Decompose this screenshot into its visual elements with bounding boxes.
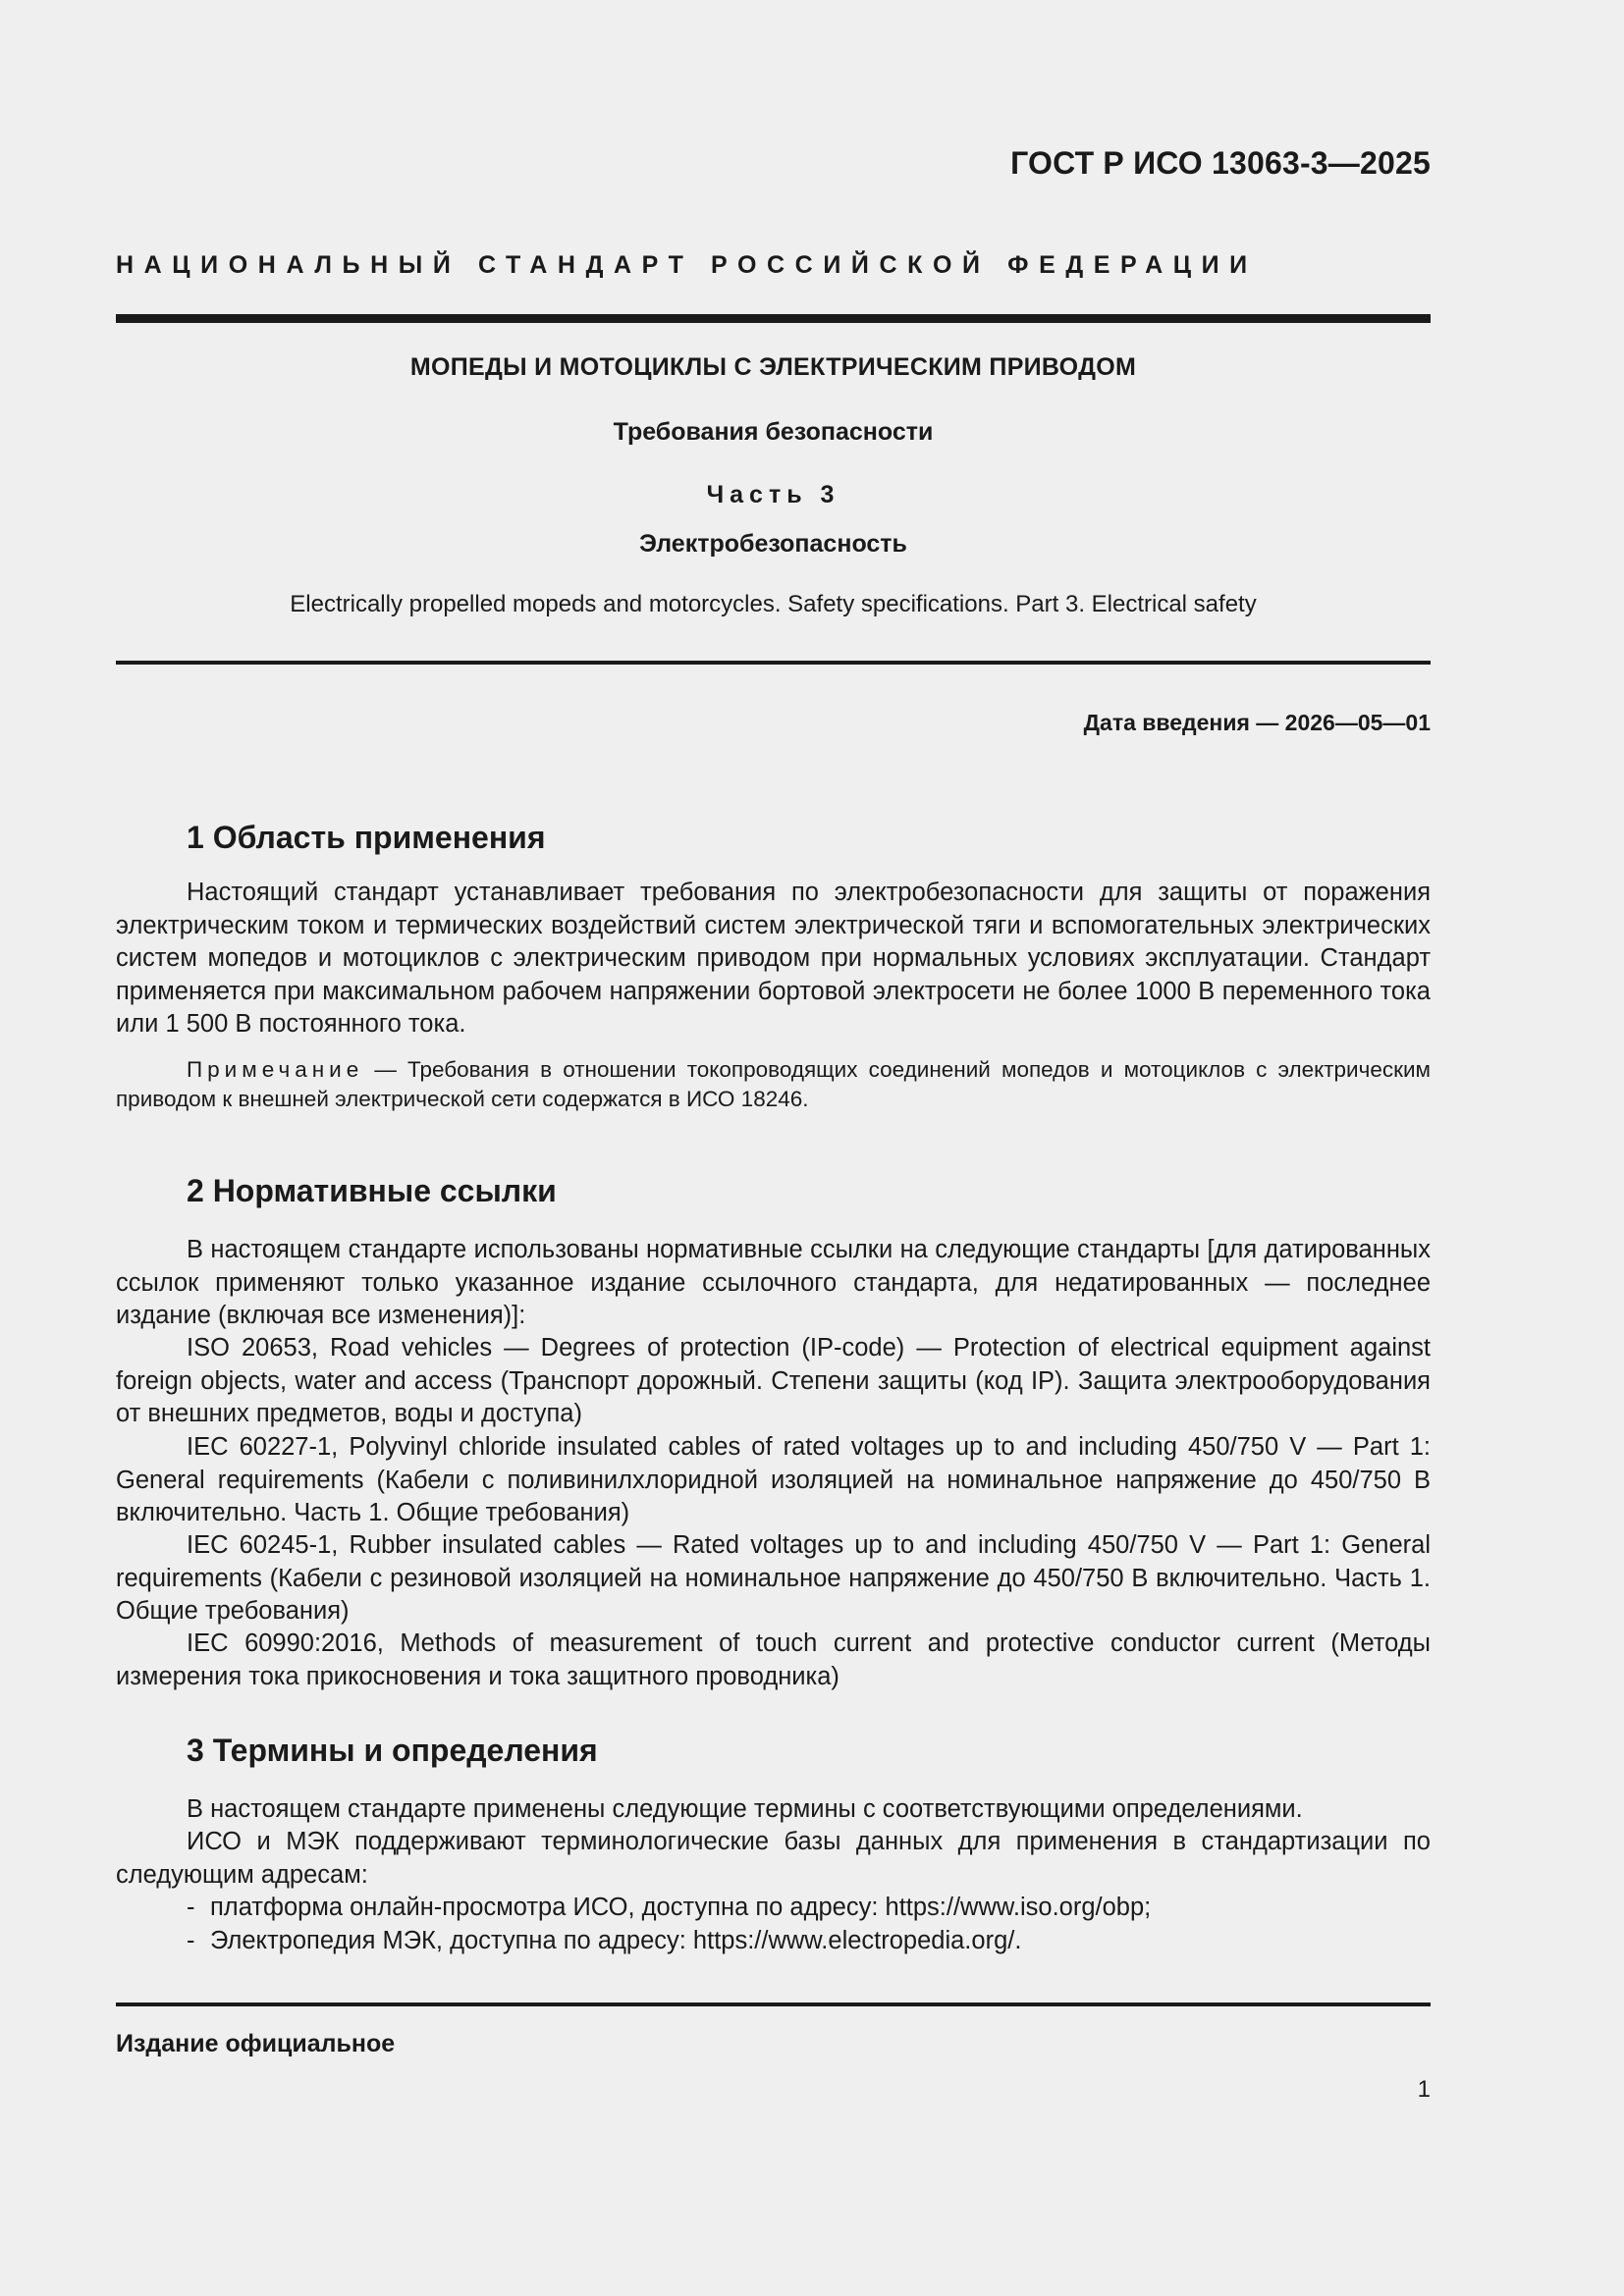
section-2-intro: В настоящем стандарте использованы нормативные ссылки на следующие стандарты [для датированных ссылок применяют только указанное издание ссылочного стандарта, для недатированных — последнее издание (включая все изменения)]: [116, 1236, 1431, 1329]
section-2-heading: 2 Нормативные ссылки [187, 1173, 557, 1208]
bullet-dash: - [187, 1927, 195, 1954]
section-3-paragraph-2: ИСО и МЭК поддерживают терминологические базы данных для применения в стандартизации по следующим адресам: [116, 1828, 1431, 1889]
page-number: 1 [1417, 2076, 1431, 2103]
section-1-heading: 1 Область применения [187, 820, 546, 855]
part-title: Электробезопасность [639, 530, 907, 558]
title-bottom-rule [116, 661, 1431, 665]
main-title: МОПЕДЫ И МОТОЦИКЛЫ С ЭЛЕКТРИЧЕСКИМ ПРИВОДОМ [409, 353, 1137, 381]
document-page [116, 0, 1431, 2296]
section-1-note [116, 1055, 1431, 1114]
reference-item: IEC 60990:2016, Methods of measurement of touch current and protective conductor current (Методы измерения тока прикосновения и тока защитного проводника) [116, 1629, 1431, 1690]
national-standard-banner: НАЦИОНАЛЬНЫЙ СТАНДАРТ РОССИЙСКОЙ ФЕДЕРАЦИИ [116, 251, 1258, 279]
introduction-date: Дата введения — 2026—05—01 [1083, 710, 1431, 735]
subtitle: Требования безопасности [613, 418, 934, 446]
part-label: Часть 3 [706, 481, 840, 508]
footer-rule [116, 2002, 1431, 2006]
top-rule [116, 314, 1431, 323]
reference-item: ISO 20653, Road vehicles — Degrees of protection (IP-code) — Protection of electrical equipment against foreign objects, water and access (Транспорт дорожный. Степени защиты (код IP). Защита электрооборудования от внешних предметов, воды и доступа) [116, 1334, 1431, 1427]
list-item-text: платформа онлайн-просмотра ИСО, доступна по адресу: https://www.iso.org/obp; [210, 1894, 1152, 1921]
official-edition-label: Издание официальное [116, 2030, 396, 2057]
english-title: Electrically propelled mopeds and motorcycles. Safety specifications. Part 3. Electrical safety [290, 591, 1257, 617]
list-item [187, 1925, 1021, 1958]
list-item-text: Электропедия МЭК, доступна по адресу: https://www.electropedia.org/. [210, 1927, 1022, 1954]
reference-item: IEC 60245-1, Rubber insulated cables — Rated voltages up to and including 450/750 V — Part 1: General requirements (Кабели с резиновой изоляцией на номинальное напряжение до 450/750 В включительно. Часть 1. Общие требования) [116, 1531, 1431, 1625]
section-1-paragraph: Настоящий стандарт устанавливает требования по электробезопасности для защиты от поражения электрическим током и термических воздействий систем электрической тяги и вспомогательных электрических систем мопедов и мотоциклов с электрическим приводом при нормальных условиях эксплуатации. Стандарт применяется при максимальном рабочем напряжении бортовой электросети не более 1000 В переменного тока или 1 500 В постоянного тока. [116, 879, 1431, 1038]
list-item [187, 1892, 1151, 1925]
section-3-paragraph-1: В настоящем стандарте применены следующие термины с соответствующими определениями. [187, 1795, 1303, 1823]
note-label: Примечание [187, 1057, 364, 1082]
note-text: — Требования в отношении токопроводящих соединений мопедов и мотоциклов с электрическим приводом к внешней электрической сети содержатся в ИСО 18246. [116, 1057, 1431, 1111]
document-code: ГОСТ Р ИСО 13063-3—2025 [1010, 145, 1431, 181]
reference-item: IEC 60227-1, Polyvinyl chloride insulated cables of rated voltages up to and including 450/750 V — Part 1: General requirements (Кабели с поливинилхлоридной изоляцией на номинальное напряжение до 450/750 В включительно. Часть 1. Общие требования) [116, 1433, 1431, 1526]
bullet-dash: - [187, 1894, 195, 1921]
section-3-heading: 3 Термины и определения [187, 1733, 598, 1768]
